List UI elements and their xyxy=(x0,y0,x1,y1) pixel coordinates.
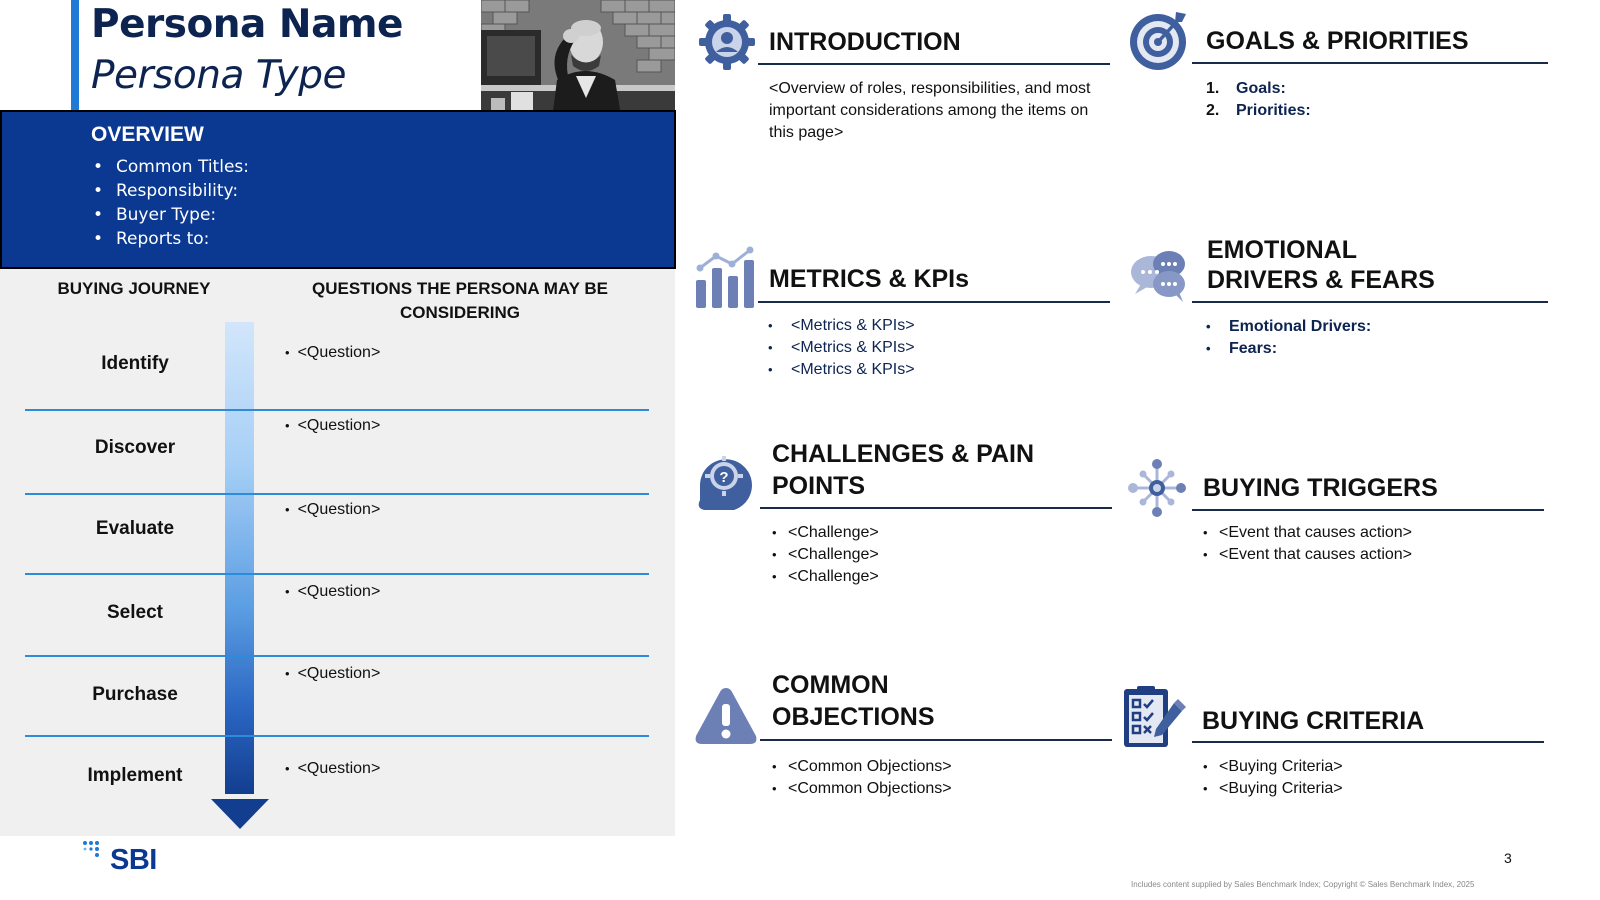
gear-person-icon xyxy=(695,10,759,74)
overview-item-buyer-type: • Buyer Type: xyxy=(91,203,249,227)
triggers-title: BUYING TRIGGERS xyxy=(1203,474,1438,502)
overview-item-reports-to: • Reports to: xyxy=(91,227,249,251)
emotional-drivers-item: • Emotional Drivers: xyxy=(1206,316,1371,338)
checklist-icon xyxy=(1122,685,1186,749)
challenge-item: • <Challenge> xyxy=(772,522,879,544)
buying-journey-header: BUYING JOURNEY xyxy=(57,279,211,298)
goals-title: GOALS & PRIORITIES xyxy=(1206,27,1469,55)
goals-item: 1. Goals: xyxy=(1206,80,1286,97)
stage-divider xyxy=(25,655,649,657)
question-headset-icon xyxy=(694,452,758,516)
criteria-rule xyxy=(1192,741,1544,743)
sbi-logo-dots-icon xyxy=(82,840,104,866)
challenge-item: • <Challenge> xyxy=(772,566,879,588)
svg-text:?: ? xyxy=(719,469,729,486)
objections-list xyxy=(772,756,952,800)
challenge-item: • <Challenge> xyxy=(772,544,879,566)
title-accent-bar xyxy=(71,0,79,110)
metrics-list xyxy=(768,315,915,381)
overview-item-responsibility: • Responsibility: xyxy=(91,179,249,203)
bar-chart-icon xyxy=(694,246,758,310)
goals-rule xyxy=(1192,62,1548,64)
emotional-title-line2: DRIVERS & FEARS xyxy=(1207,266,1435,294)
target-icon xyxy=(1126,8,1190,72)
challenges-rule xyxy=(760,507,1112,509)
metrics-item: • <Metrics & KPIs> xyxy=(768,337,915,359)
stage-divider xyxy=(25,735,649,737)
metrics-title: METRICS & KPIs xyxy=(769,265,970,293)
stage-divider xyxy=(25,573,649,575)
objections-title-line1: COMMON xyxy=(772,671,889,699)
stage-divider xyxy=(25,409,649,411)
emotional-title-line1: EMOTIONAL xyxy=(1207,236,1357,264)
introduction-text: <Overview of roles, responsibilities, and most important considerations among the items on this page> xyxy=(769,80,1091,141)
objection-item: • <Common Objections> xyxy=(772,778,952,800)
triggers-rule xyxy=(1192,509,1544,511)
question-implement: • <Question> xyxy=(285,760,380,778)
copyright-footer: Includes content supplied by Sales Benchmark Index; Copyright © Sales Benchmark Index, 2025 xyxy=(1131,880,1475,889)
speech-bubbles-icon xyxy=(1127,244,1191,308)
stage-select: Select xyxy=(107,602,163,623)
trigger-item: • <Event that causes action> xyxy=(1203,544,1412,566)
criteria-item: • <Buying Criteria> xyxy=(1203,756,1343,778)
priorities-item: 2. Priorities: xyxy=(1206,102,1311,119)
challenges-title-line2: POINTS xyxy=(772,472,866,500)
question-discover: • <Question> xyxy=(285,417,380,435)
network-nodes-icon xyxy=(1125,456,1189,520)
emotional-list xyxy=(1206,316,1371,360)
objections-rule xyxy=(760,739,1112,741)
stage-discover: Discover xyxy=(94,437,176,458)
criteria-list xyxy=(1203,756,1343,800)
warning-icon xyxy=(694,684,758,748)
metrics-item: • <Metrics & KPIs> xyxy=(768,359,915,381)
overview-title: OVERVIEW xyxy=(91,123,204,146)
stage-purchase: Purchase xyxy=(92,684,178,705)
trigger-item: • <Event that causes action> xyxy=(1203,522,1412,544)
criteria-title: BUYING CRITERIA xyxy=(1202,707,1425,735)
criteria-item: • <Buying Criteria> xyxy=(1203,778,1343,800)
metrics-item: • <Metrics & KPIs> xyxy=(768,315,915,337)
metrics-rule xyxy=(758,301,1110,303)
page-number: 3 xyxy=(1504,850,1512,866)
triggers-list xyxy=(1203,522,1412,566)
question-purchase: • <Question> xyxy=(285,665,380,683)
stage-evaluate: Evaluate xyxy=(95,518,175,539)
stage-implement: Implement xyxy=(87,765,183,786)
questions-header: QUESTIONS THE PERSONA MAY BE CONSIDERING xyxy=(312,279,608,322)
objections-title-line2: OBJECTIONS xyxy=(772,703,935,731)
sbi-logo: SBI xyxy=(110,844,157,876)
introduction-rule xyxy=(758,63,1110,65)
question-select: • <Question> xyxy=(285,583,380,601)
question-identify: • <Question> xyxy=(285,344,380,362)
goals-list xyxy=(1206,78,1311,122)
overview-item-common-titles: • Common Titles: xyxy=(91,155,249,179)
buying-journey-panel xyxy=(0,269,675,836)
question-evaluate: • <Question> xyxy=(285,501,380,519)
objection-item: • <Common Objections> xyxy=(772,756,952,778)
arrow-down-icon xyxy=(211,799,269,829)
fears-item: • Fears: xyxy=(1206,338,1371,360)
persona-type: Persona Type xyxy=(91,53,347,98)
emotional-rule xyxy=(1192,301,1548,303)
journey-progress-arrow xyxy=(225,322,254,794)
stage-identify: Identify xyxy=(101,353,169,374)
overview-panel xyxy=(0,110,676,269)
challenges-title-line1: CHALLENGES & PAIN xyxy=(772,440,1035,468)
introduction-title: INTRODUCTION xyxy=(769,28,961,56)
persona-name: Persona Name xyxy=(91,2,403,47)
stage-divider xyxy=(25,493,649,495)
overview-list xyxy=(91,155,249,251)
persona-photo xyxy=(481,0,675,127)
challenges-list xyxy=(772,522,879,588)
